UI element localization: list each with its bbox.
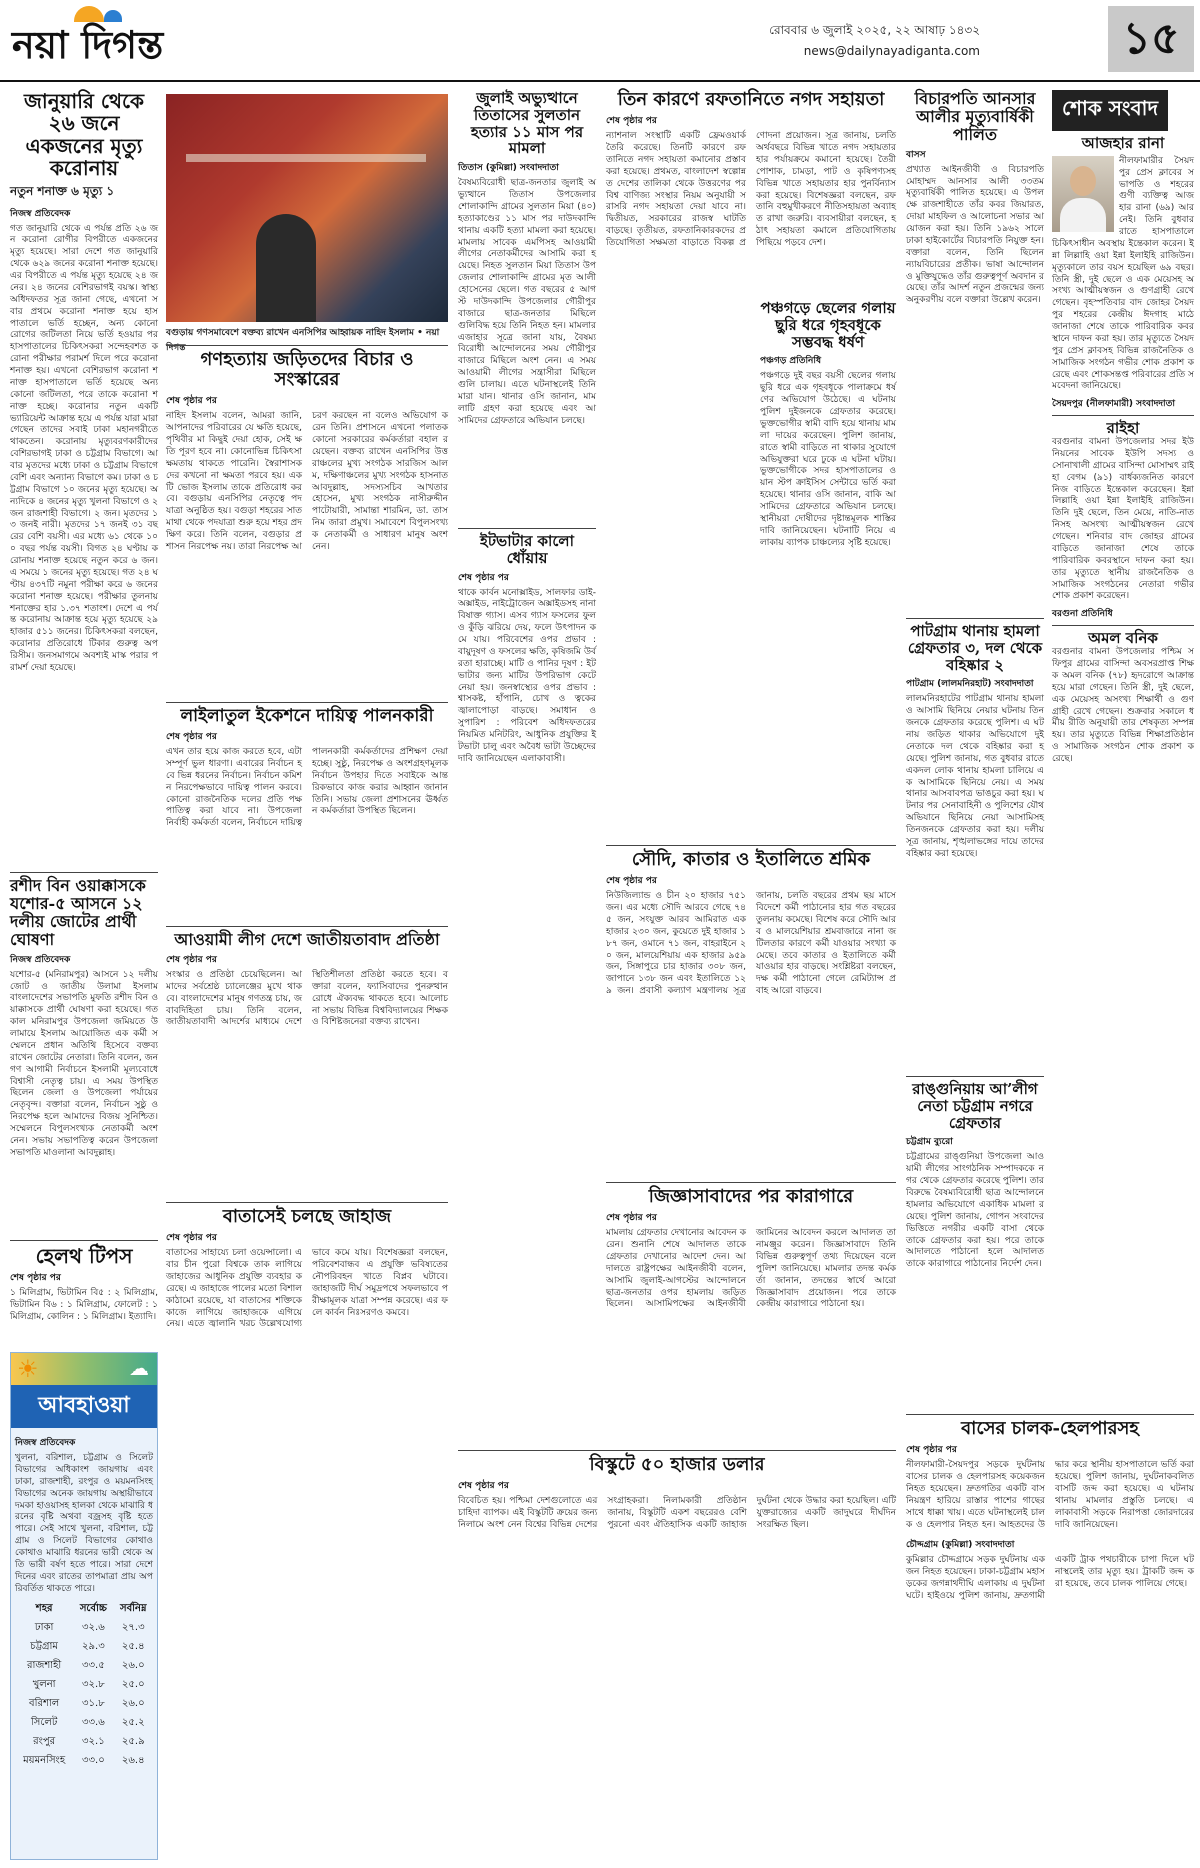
obituary-azhar-byline: সৈয়দপুর (নীলফামারী) সংবাদদাতা [1052,399,1176,410]
article-panchagarh [760,300,896,840]
wind-ship-byline: শেষ পৃষ্ঠার পর [166,1233,217,1244]
article-nationalism [166,926,448,1196]
article-bus [906,1414,1194,1862]
export-support-byline: শেষ পৃষ্ঠার পর [606,116,657,127]
workers-byline: শেষ পৃষ্ঠার পর [606,876,657,887]
obituary-amal-body: বরগুনার বামনা উপজেলার পশ্চিম সফিপুর গ্রামের বাসিন্দা অবসরপ্রাপ্ত শিক্ষক অমল বনিক (৭৮) হৃদরোগে আক্রান্ত হয়ে মারা গেছেন। তিনি স্ত্রী, দুই ছেলে, এক মেয়েসহ অসংখ্য শিক্ষার্থী ও গুণগ্রাহী রেখে গেছেন। শুক্রবার সকালে ধর্মীয় রীতি অনুযায়ী তার শেষকৃত্য সম্পন্ন হয়। তার মৃত্যুতে বিভিন্ন শিক্ষাপ্রতিষ্ঠান ও সামাজিক সংগঠন শোক প্রকাশ করেছে। [1052,647,1194,765]
article-health-tips [10,1240,158,1345]
article-genocide [166,345,448,695]
weather-cell: ৩৩.৫ [82,1659,105,1671]
patgram-body: লালমনিরহাটের পাটগ্রাম থানায় হামলা ও আসামি ছিনিয়ে নেয়ার ঘটনায় তিনজনকে গ্রেফতার করেছে পুলিশ। এ ঘটনায় জড়িত থাকার অভিযোগে দুই নেতাকে দল থেকে বহিষ্কার করা হয়েছে। পুলিশ জানায়, গত বুধবার রাতে একদল লোক থানায় হামলা চালিয়ে এক আসামিকে ছিনিয়ে নেয়। এ সময় থানার আসবাবপত্র ভাঙচুর করা হয়। ঘটনার পর সেনাবাহিনী ও পুলিশের যৌথ অভিযানে ছিনিয়ে নেয়া আসামিসহ তিনজনকে গ্রেফতার করা হয়। দলীয় সূত্র জানায়, শৃঙ্খলাভঙ্গের দায়ে তাদের বহিষ্কার করা হয়েছে। [906,694,1044,859]
bus-byline: শেষ পৃষ্ঠার পর [906,1445,957,1456]
patgram-byline: পাটগ্রাম (লালমনিরহাট) সংবাদদাতা [906,679,1034,690]
panchagarh-headline[interactable]: পঞ্চগড়ে ছেলের গলায় ছুরি ধরে গৃহবধূকে সম্ভবদ্ধ ধর্ষণ [760,299,896,351]
article-biscuit [458,1450,896,1862]
rangunia-body: চট্টগ্রামের রাঙ্গুনিয়া উপজেলা আওয়ামী লীগের সাংগঠনিক সম্পাদককে নগর থেকে গ্রেফতার করেছে পুলিশ। তার বিরুদ্ধে বৈষম্যবিরোধী ছাত্র আন্দোলনে হামলার অভিযোগে একাধিক মামলা রয়েছে। পুলিশ জানায়, গোপন সংবাদের ভিত্তিতে নগরীর একটি বাসা থেকে তাকে গ্রেফতার করা হয়। পরে তাকে আদালতে পাঠানো হলে আদালত তাকে কারাগারে পাঠানোর নির্দেশ দেন। [906,1152,1045,1270]
weather-cell: খুলনা [32,1678,56,1690]
rangunia-headline[interactable]: রাঙ্গুনিয়ায় আ’লীগ নেতা চট্টগ্রাম নগরে গ্রেফতার [912,1080,1038,1132]
weather-cell: ২৭.৩ [121,1621,145,1633]
weather-row [15,1638,153,1657]
weather-table [15,1600,153,1771]
obituary-raiha-body: বরগুনার বামনা উপজেলার সদর ইউনিয়নের সাবেক ইউপি সদস্য ও সোনাখালী গ্রামের বাসিন্দা মোসাম্মৎ রাইহা বেগম (৯১) বার্ধক্যজনিত কারণে নিজ বাড়িতে ইন্তেকাল করেছেন। ইন্না লিল্লাহি ওয়া ইন্না ইলাইহি রাজিউন। তিনি দুই ছেলে, তিন মেয়ে, নাতি-নাতনিসহ অসংখ্য আত্মীয়স্বজন রেখে গেছেন। শনিবার বাদ জোহর গ্রামের বাড়িতে জানাজা শেষে তাকে পারিবারিক কবরস্থানে দাফন করা হয়। তার মৃত্যুতে স্থানীয় রাজনৈতিক ও সামাজিক সংগঠনের নেতারা গভীর শোক প্রকাশ করেছেন। [1052,437,1194,602]
weather-cell: ৩২.১ [82,1735,105,1747]
obituary-azhar-body: নীলফামারীর সৈয়দপুর প্রেস ক্লাবের সভাপতি ও শহরের গুণী ব্যক্তিত্ব আজহার রানা (৬৯) আর নেই। তিনি বুধবার রাতে হাসপাতালে চিকিৎসাধীন অবস্থায় ইন্তেকাল করেন। ইন্না লিল্লাহি ওয়া ইন্না ইলাইহি রাজিউন। মৃত্যুকালে তার বয়স হয়েছিল ৬৯ বছর। তিনি স্ত্রী, দুই ছেলে ও এক মেয়েসহ অসংখ্য আত্মীয়স্বজন ও গুণগ্রাহী রেখে গেছেন। বৃহস্পতিবার বাদ জোহর সৈয়দপুর শহরের কেন্দ্রীয় ঈদগাহ মাঠে জানাজা শেষে তাকে পারিবারিক কবরস্থানে দাফন করা হয়। তার মৃত্যুতে সৈয়দপুর প্রেস ক্লাবসহ বিভিন্ন রাজনৈতিক ও সামাজিক সংগঠন গভীর শোক প্রকাশ করেছে এবং শোকসন্তপ্ত পরিবারের প্রতি সমবেদনা জানিয়েছে। [1052,155,1194,392]
nationalism-headline[interactable]: আওয়ামী লীগ দেশে জাতীয়তাবাদ প্রতিষ্ঠা [174,930,440,949]
weather-cell: সিলেট [30,1716,58,1728]
genocide-headline[interactable]: গণহত্যায় জড়িতদের বিচার ও সংস্কারের [200,349,414,391]
weather-cell: বরিশাল [29,1697,60,1709]
election-duty-headline[interactable]: লাইলাতুল ইকেশনে দায়িত্ব পালনকারী [180,706,434,726]
article-patgram [906,618,1044,1068]
corona-byline: নিজস্ব প্রতিবেদক [10,208,71,219]
nationalism-body: সংস্কার ও প্রতিষ্ঠা চেয়েছিলেন। আমাদের সর্বশ্রেষ্ঠ চ্যালেঞ্জের মুখে থাকবে। বাংলাদেশের মানুষ গণতন্ত্র চায়, জবাবদিহিতা চায়। তিনি বলেন, জাতীয়তাবাদী আদর্শের মাধ্যমে দেশে স্থিতিশীলতা প্রতিষ্ঠা করতে হবে। বক্তারা বলেন, ফ্যাসিবাদের পুনরুত্থান রোধে ঐক্যবদ্ধ থাকতে হবে। আলোচনা সভায় বিভিন্ন বিশ্ববিদ্যালয়ের শিক্ষক ও বিশিষ্টজনেরা বক্তব্য রাখেন। [166,969,448,1028]
wind-ship-body: বাতাসের সাহায্যে চলা ওয়েন্সালো। এবার চীন পুরো বিশ্বকে তাক লাগিয়ে জাহাজের আধুনিক প্রযুক্তি ব্যবহার করেছে। এ জাহাজে পালের মতো বিশাল কাঠামো রয়েছে, যা বাতাসের শক্তিকে কাজে লাগিয়ে জাহাজকে এগিয়ে নেয়। এতে জ্বালানি খরচ উল্লেখযোগ্যভাবে কমে যায়। বিশেষজ্ঞরা বলছেন, পরিবেশবান্ধব এ প্রযুক্তি ভবিষ্যতের নৌপরিবহন খাতে বিপ্লব ঘটাবে। জাহাজটি দীর্ঘ সমুদ্রপথে সফলভাবে পরীক্ষামূলক যাত্রা সম্পন্ন করেছে। এর ফলে কার্বন নিঃসরণও কমবে। [166,1248,448,1330]
newspaper-logo[interactable]: নয়া দিগন্ত [12,22,164,67]
weather-box [10,1352,158,1860]
weather-cell: চট্টগ্রাম [30,1640,58,1652]
weather-cell: ২৫.৪ [121,1640,145,1652]
weather-cell: ৩৩.০ [82,1754,105,1766]
photo-caption: বগুড়ায় গণসমাবেশে বক্তব্য রাখেন এনসিপির আহ্বায়ক নাহিদ ইসলাম • নয়া দিগন্ত [166,328,440,353]
workers-body: নিউজিল্যান্ড ও চীন ২০ হাজার ৭৫১ জন। এর মধ্যে সৌদি আরবে গেছে ৭৪৫ জন, সংযুক্ত আরব আমিরাত এক হাজার ২৩০ জন, কুয়েতে দুই হাজার ১৮৭ জন, ওমানে ৭১ জন, বাহরাইনে ২০ জন, মালয়েশিয়ায় এক হাজার ৯৫৯ জন, সিঙ্গাপুরে চার হাজার ৩০৮ জন, জাপানে ১৩৮ জন এবং ইতালিতে ১২৯ জন। প্রবাসী কল্যাণ মন্ত্রণালয় সূত্র জানায়, চলতি বছরের প্রথম ছয় মাসে বিদেশে কর্মী পাঠানোর হার গত বছরের তুলনায় কমেছে। বিশেষ করে সৌদি আরব ও মালয়েশিয়ার শ্রমবাজারে নানা জটিলতার কারণে কর্মী যাওয়ার সংখ্যা কমেছে। তবে কাতার ও ইতালিতে কর্মী যাওয়ার হার বাড়ছে। সংশ্লিষ্টরা বলছেন, দক্ষ কর্মী পাঠানো গেলে রেমিট্যান্স প্রবাহ আরো বাড়বে। [606,891,896,997]
jessore-body: যশোর-৫ (মনিরামপুর) আসনে ১২ দলীয় জোট ও জাতীয় উলামা ইসলাম বাংলাদেশের সভাপতি মুফতি রশীদ বিন ওয়াক্কাসকে প্রার্থী ঘোষণা করা হয়েছে। গতকাল মনিরামপুর উপজেলা জমিয়তে উলামায়ে ইসলাম আয়োজিত এক কর্মী সম্মেলনে প্রধান অতিথি হিসেবে বক্তব্য রাখেন জোটের নেতারা। তিনি বলেন, জনগণ আগামী নির্বাচনে ইসলামী মূল্যবোধে বিশ্বাসী নেতৃত্ব চায়। এ সময় উপস্থিত ছিলেন জেলা ও উপজেলা পর্যায়ের নেতৃবৃন্দ। বক্তারা বলেন, নির্বাচন সুষ্ঠু ও নিরপেক্ষ হলে আমাদের বিজয় সুনিশ্চিত। সম্মেলনে বিপুলসংখ্যক নেতাকর্মী অংশ নেন। সভায় সভাপতিত্ব করেন উপজেলা সভাপতি মাওলানা আবদুল্লাহ। [10,969,158,1158]
weather-byline: নিজস্ব প্রতিবেদক [15,1438,76,1448]
obituary-header: শোক সংবাদ [1052,90,1168,131]
interrogation-body: মামলায় গ্রেফতার দেখানোর আবেদন করেন। শুনানি শেষে আদালত তাকে গ্রেফতার দেখানোর আদেশ দেন। আদালতে রাষ্ট্রপক্ষের আইনজীবী বলেন, আসামি জুলাই-আগস্টের আন্দোলনে ছাত্র-জনতার ওপর হামলায় জড়িত ছিলেন। আসামিপক্ষের আইনজীবী জামিনের আবেদন করলে আদালত তা নামঞ্জুর করেন। জিজ্ঞাসাবাদে তিনি বিভিন্ন গুরুত্বপূর্ণ তথ্য দিয়েছেন বলে পুলিশ জানিয়েছে। মামলার তদন্ত কর্মকর্তা জানান, তদন্তের স্বার্থে আরো জিজ্ঞাসাবাদ প্রয়োজন। পরে তাকে কেন্দ্রীয় কারাগারে পাঠানো হয়। [606,1228,896,1310]
obituary-name-amal[interactable]: অমল বনিক [1088,629,1158,648]
biscuit-headline[interactable]: বিস্কুটে ৫০ হাজার ডলার [589,1454,765,1475]
titas-body: বৈষম্যবিরোধী ছাত্র-জনতার জুলাই অভ্যুত্থানে তিতাস উপজেলার শোলাকান্দি গ্রামের সুলতান মিয়া (৪০) হত্যাকাণ্ডের ১১ মাস পর দাউদকান্দি থানায় একটি হত্যা মামলা করা হয়েছে। মামলায় সাবেক এমপিসহ আওয়ামী লীগের নেতাকর্মীদের আসামি করা হয়েছে। নিহত সুলতান মিয়া তিতাস উপজেলার শোলাকান্দি গ্রামের মৃত আলী হোসেনের ছেলে। গত বছরের ৫ আগস্ট দাউদকান্দি উপজেলার গৌরীপুর বাজারে ছাত্র-জনতার মিছিলে গুলিবিদ্ধ হয়ে তিনি নিহত হন। মামলার এজাহার সূত্রে জানা যায়, বৈষম্যবিরোধী আন্দোলনের সময় গৌরীপুর বাজারে মিছিলে অংশ নেন। এ সময় আওয়ামী লীগের সন্ত্রাসীরা মিছিলে গুলি চালায়। এতে ঘটনাস্থলেই তিনি মারা যান। থানার ওসি জানান, মামলাটি গ্রহণ করা হয়েছে এবং আসামিদের গ্রেফতারে অভিযান চলছে। [458,178,596,426]
article-corona [10,90,158,865]
weather-table-header [15,1600,153,1619]
photo-rally [166,94,448,353]
weather-cell: ২৬.৪ [121,1754,145,1766]
masthead-email[interactable]: news@dailynayadiganta.com [803,44,980,58]
page-number: ১৫ [1108,6,1194,72]
weather-row [15,1752,153,1771]
panchagarh-byline: পঞ্চগড় প্রতিনিধি [760,356,822,367]
election-duty-byline: শেষ পৃষ্ঠার পর [166,732,217,743]
weather-cell: ৩৩.৬ [82,1716,105,1728]
weather-row [15,1695,153,1714]
bus-body: নীলফামারী-সৈয়দপুর সড়কে দুর্ঘটনায় বাসের চালক ও হেলপারসহ কয়েকজন নিহত হয়েছেন। দ্রুতগতির একটি বাস নিয়ন্ত্রণ হারিয়ে রাস্তার পাশের গাছের সাথে ধাক্কা খায়। এতে ঘটনাস্থলেই চালক ও হেলপার নিহত হন। আহতদের উদ্ধার করে স্থানীয় হাসপাতালে ভর্তি করা হয়েছে। পুলিশ জানায়, দুর্ঘটনাকবলিত বাসটি জব্দ করা হয়েছে। এ ঘটনায় থানায় মামলার প্রস্তুতি চলছে। এলাকাবাসী সড়কে নিরাপত্তা জোরদারের দাবি জানিয়েছেন। [906,1460,1194,1530]
genocide-byline: শেষ পৃষ্ঠার পর [166,396,217,407]
health-body: ১ মিলিগ্রাম, ভিটামিন বি৫ : ২ মিলিগ্রাম, ভিটামিন বি৬ : ১ মিলিগ্রাম, ফোলেট : ১ মিলিগ্রাম, কোলিন : ১ মিলিগ্রাম। ইত্যাদি। [10,1288,158,1323]
weather-cell: ৩২.৮ [82,1678,105,1690]
article-justice-anniversary [906,90,1044,610]
brick-kiln-body: থাকে কার্বন মনোক্সাইড, সালফার ডাই-অক্সাইড, নাইট্রোজেন অক্সাইডসহ নানা বিষাক্ত গ্যাস। এসব গ্যাস ফসলের ফুল ও কুঁড়ি ঝরিয়ে দেয়, ফলে উৎপাদন কমে যায়। পরিবেশের ওপর প্রভাব : বায়ুদূষণ ও ফসলের ক্ষতি, কৃষিজমি উর্বরতা হারাচ্ছে। মাটি ও পানির দূষণ : ইটভাটার জন্য মাটির উপরিভাগ কেটে নেয়া হয়। জনস্বাস্থ্যের ওপর প্রভাব : শ্বাসকষ্ট, হাঁপানি, চোখ ও ত্বকের জ্বালাপোড়া বাড়ছে। সমাধান ও সুপারিশ : পরিবেশ অধিদফতরের নিয়মিত মনিটরিং, আধুনিক প্রযুক্তির ইটভাটা চালু এবং অবৈধ ভাটা উচ্ছেদের দাবি জানিয়েছেন এলাকাবাসী। [458,587,596,764]
cloud-icon: ☁ [129,1356,149,1380]
article-brick-kiln [458,528,596,1213]
jessore-headline[interactable]: রশীদ বিন ওয়াক্কাসকে যশোর-৫ আসনে ১২ দলীয় জোটের প্রার্থী ঘোষণা [10,876,146,949]
obituary-photo [1052,156,1114,232]
corona-subhead: নতুন শনাক্ত ৬ মৃত্যু ১ [10,183,115,198]
weather-cell: ২৬.০ [121,1697,145,1709]
weather-col-0: শহর [35,1602,53,1614]
rangunia-byline: চট্টগ্রাম ব্যুরো [906,1137,953,1148]
masthead-date: রোববার ৬ জুলাই ২০২৫, ২২ আষাঢ় ১৪৩২ [769,23,980,37]
chouddagram-body: কুমিল্লার চৌদ্দগ্রামে সড়ক দুর্ঘটনায় একজন নিহত হয়েছেন। ঢাকা-চট্টগ্রাম মহাসড়কের জগন্নাথদীঘি এলাকায় এ দুর্ঘটনা ঘটে। হাইওয়ে পুলিশ জানায়, দ্রুতগামী একটি ট্রাক পথচারীকে চাপা দিলে ঘটনাস্থলেই তার মৃত্যু হয়। ট্রাকটি জব্দ করা হয়েছে, তবে চালক পালিয়ে গেছে। [906,1555,1194,1602]
biscuit-body: বিবেচিত হয়। পশ্চিমা দেশগুলোতে এর চাহিদা ব্যাপক। এই বিস্কুটটি ক্রয়ের জন্য নিলামে অংশ নেন বিশ্বের বিভিন্ন দেশের সংগ্রাহকরা। নিলামকারী প্রতিষ্ঠান জানায়, বিস্কুটটি একশ বছরেরও বেশি পুরনো এবং ঐতিহাসিক একটি জাহাজ দুর্ঘটনা থেকে উদ্ধার করা হয়েছিল। এটি যুক্তরাজ্যের একটি জাদুঘরে দীর্ঘদিন সংরক্ষিত ছিল। [458,1496,896,1530]
article-wind-ship [166,1202,448,1862]
weather-cell: ৩১.৮ [82,1697,105,1709]
weather-cell: ২৫.০ [121,1678,145,1690]
obituary-raiha-byline: বরগুনা প্রতিনিধি [1052,609,1113,620]
weather-row [15,1714,153,1733]
brick-kiln-byline: শেষ পৃষ্ঠার পর [458,572,509,583]
weather-cell: ময়মনসিংহ [23,1754,66,1766]
workers-headline[interactable]: সৌদি, কাতার ও ইতালিতে শ্রমিক [631,849,871,870]
export-support-body: ন্যাশনাল সংস্থাটি একটি ফ্রেমওয়ার্ক তৈরি করেছে। তিনটি কারণে রফতানিতে নগদ সহায়তা কমানোর প্রস্তাব করা হয়েছে। প্রথমত, বাংলাদেশ স্বল্পোন্নত দেশের তালিকা থেকে উত্তরণের পর বিশ্ব বাণিজ্য সংস্থার নিয়ম অনুযায়ী সরাসরি নগদ সহায়তা দেয়া যাবে না। দ্বিতীয়ত, সরকারের রাজস্ব ঘাটতি বাড়ছে। তৃতীয়ত, রফতানিকারকদের প্রতিযোগিতা সক্ষমতা বাড়াতে বিকল্প প্রণোদনা প্রয়োজন। সূত্র জানায়, চলতি অর্থবছরে বিভিন্ন খাতে নগদ সহায়তার হার পর্যায়ক্রমে কমানো হয়েছে। তৈরী পোশাক, চামড়া, পাট ও কৃষিপণ্যসহ বিভিন্ন খাতে সহায়তার হার পুনর্বিন্যাস করা হয়েছে। বিশেষজ্ঞরা বলছেন, রফতানি বহুমুখীকরণে নীতিসহায়তা অব্যাহত রাখা জরুরি। ব্যবসায়ীরা বলছেন, হঠাৎ সহায়তা কমালে প্রতিযোগিতায় পিছিয়ে পড়বে দেশ। [606,131,896,249]
article-jessore [10,872,158,1232]
weather-body: খুলনা, বরিশাল, চট্টগ্রাম ও সিলেট বিভাগের অধিকাংশ জায়গায় এবং ঢাকা, রাজশাহী, রংপুর ও ময়মনসিংহ বিভাগের অনেক জায়গায় অস্থায়ীভাবে দমকা হাওয়াসহ হালকা থেকে মাঝারি ধরনের বৃষ্টি অথবা বজ্রসহ বৃষ্টি হতে পারে। সেই সাথে খুলনা, বরিশাল, চট্টগ্রাম ও সিলেট বিভাগের কোথাও কোথাও মাঝারি ধরনের ভারী থেকে অতি ভারী বর্ষণ হতে পারে। সারা দেশে দিনের এবং রাতের তাপমাত্রা প্রায় অপরিবর্তিত থাকতে পারে। [15,1453,153,1594]
corona-headline[interactable]: জানুয়ারি থেকে ২৬ জনে একজনের মৃত্যু করোনায় [24,89,144,181]
chouddagram-byline: চৌদ্দগ্রাম (কুমিল্লা) সংবাদদাতা [906,1540,1015,1551]
masthead [0,0,1200,82]
brick-kiln-headline[interactable]: ইটভাটার কালো ধোঁয়ায় [480,532,574,567]
weather-row [15,1619,153,1638]
weather-cell: রাজশাহী [26,1659,62,1671]
justice-anniversary-headline[interactable]: বিচারপতি আনসার আলীর মৃত্যুবার্ষিকী পালিত [914,89,1036,144]
weather-col-1: সর্বোচ্চ [79,1602,107,1614]
titas-headline[interactable]: জুলাই অভ্যুত্থানে তিতাসের সুলতান হত্যার ১১ মাস পর মামলা [470,89,584,158]
health-headline[interactable]: হেলথ টিপস [35,1244,133,1268]
weather-col-2: সর্বনিম্ন [119,1602,147,1614]
weather-banner [11,1353,157,1385]
justice-anniversary-body: প্রখ্যাত আইনজীবী ও বিচারপতি মোহাম্মদ আনসার আলী ৩৩তম মৃত্যুবার্ষিকী পালিত হয়েছে। এ উপলক্ষে রাজশাহীতে তাঁর কবর জিয়ারত, দোয়া মাহফিল ও আলোচনা সভার আয়োজন করা হয়। তিনি ১৯৬২ সালে ঢাকা হাইকোর্টের বিচারপতি নিযুক্ত হন। বক্তারা বলেন, তিনি ছিলেন ন্যায়বিচারের প্রতীক। ভাষা আন্দোলন ও মুক্তিযুদ্ধেও তাঁর গুরুত্বপূর্ণ অবদান রয়েছে। তাঁর আদর্শ নতুন প্রজন্মের জন্য অনুকরণীয় বলে বক্তারা উল্লেখ করেন। [906,164,1044,306]
article-rangunia [906,1076,1044,1406]
weather-cell: ২৫.২ [121,1716,145,1728]
weather-row [15,1733,153,1752]
weather-row [15,1657,153,1676]
biscuit-byline: শেষ পৃষ্ঠার পর [458,1481,509,1492]
weather-cell: ২৫.৯ [121,1735,145,1747]
corona-body: গত জানুয়ারি থেকে এ পর্যন্ত প্রতি ২৬ জন করোনা রোগীর বিপরীতে একজনের মৃত্যু হয়েছে। সারা দেশে গত জানুয়ারি থেকে ৬২৯ জনের করোনা শনাক্ত হয়েছে। এর বিপরীতে এ পর্যন্ত মৃত্যু হয়েছে ২৪ জনের। ২৪ জনের বেশিরভাগই বয়স্ক। স্বাস্থ্য অধিদফতর সূত্র জানা গেছে, এখনো সবার প্রথমে করোনা শনাক্ত হয়ে হাসপাতালে ভর্তি হচ্ছেন, অন্য কোনো রোগের জটিলতা নিয়ে ভর্তি হওয়ার পর হাসপাতালের চিকিৎসকরা সন্দেহবশত করোনা পরীক্ষার পরামর্শ দিলে পরে করোনা শনাক্ত হয়। এখনো বেশিরভাগ করোনা শনাক্ত হাসপাতালে ভর্তি হয়েছে অন্য কোনো জটিলতা, পরে তাকে করোনা শনাক্ত হচ্ছে। করোনার নতুন একটি ভ্যারিয়েন্ট আক্রান্ত হয়ে এ পর্যন্ত যারা মারা গেছেন তাদের সবাই ঢাকা মহানগরীতে থাকতেন। করোনায় মৃত্যুবরণকারীদের বেশিরভাগই ঢাকা ও চট্টগ্রাম বিভাগে। আবার মৃতদের মধ্যে ঢাকা ও চট্টগ্রাম বিভাগে বেশি এবং অন্যান্য বিভাগে কম। ঢাকা ও চট্টগ্রাম বিভাগে ১০ জনের মৃত্যু হয়েছে। অন্যদিকে ৪ জনের মৃত্যু খুলনা বিভাগে ও ২ জন রাজশাহী বিভাগে। ২ জন। মৃতদের ১৩ জনই নারী। মৃতদের ১৭ জনই ৩১ বছরের বেশি বয়সী। এর মধ্যে ৬১ থেকে ১০০ বছর পর্যন্ত বয়সী। বিগত ২৪ ঘণ্টায় করোনায় শনাক্ত হয়েছে নতুন করে ৬ জন। এ সময়ে ১ জনের মৃত্যু হয়েছে। গত ২৪ ঘণ্টায় ৪৩৭টি নমুনা পরীক্ষা করে ৬ জনের করোনা শনাক্ত হয়েছে। পরীক্ষার তুলনায় শনাক্তের হার ১.৩৭ শতাংশ। দেশে এ পর্যন্ত করোনায় আক্রান্ত হয়ে মৃত্যু হয়েছে ২৯ হাজার ৫১১ জনের। চিকিৎসকরা বলছেন, করোনার প্রতিরোধে টিকার গুরুত্ব অপরিসীম। জনসমাগমে অবশ্যই মাস্ক পরার পরামর্শ দেয়া হয়েছে। [10,223,158,673]
obituary-column [1052,90,1194,1406]
justice-anniversary-byline: বাসস [906,149,926,160]
article-election-duty [166,702,448,920]
obituary-name-azhar[interactable]: আজহার রানা [1081,134,1165,152]
obituary-name-raiha[interactable]: রাইহা [1106,419,1140,438]
weather-cell: ২৯.৩ [82,1640,105,1652]
weather-title: আবহাওয়া [11,1385,157,1428]
rally-photo[interactable] [166,94,448,322]
health-byline: শেষ পৃষ্ঠার পর [10,1273,61,1284]
jessore-byline: নিজস্ব প্রতিবেদক [10,954,71,965]
weather-cell: ২৬.০ [121,1659,145,1671]
weather-cell: ঢাকা [34,1621,54,1633]
panchagarh-body: পঞ্চগড়ে দুই বছর বয়সী ছেলের গলায় ছুরি ধরে এক গৃহবধূকে পালাক্রমে ধর্ষণের অভিযোগ উঠেছে। এ ঘটনায় পুলিশ দুইজনকে গ্রেফতার করেছে। ভুক্তভোগীর স্বামী বাদি হয়ে থানায় মামলা দায়ের করেছেন। পুলিশ জানায়, রাতে স্বামী বাড়িতে না থাকার সুযোগে অভিযুক্তরা ঘরে ঢুকে এ ঘটনা ঘটায়। ভুক্তভোগীকে সদর হাসপাতালের ওয়ান স্টপ ক্রাইসিস সেন্টারে ভর্তি করা হয়েছে। থানার ওসি জানান, বাকি আসামিদের গ্রেফতারে অভিযান চলছে। স্থানীয়রা দোষীদের দৃষ্টান্তমূলক শাস্তির দাবি জানিয়েছেন। ঘটনাটি নিয়ে এলাকায় ব্যাপক চাঞ্চল্যের সৃষ্টি হয়েছে। [760,371,896,548]
bus-headline[interactable]: বাসের চালক-হেলপারসহ [961,1418,1139,1439]
genocide-body: নাহিদ ইসলাম বলেন, আমরা জানি, আপনাদের পরিবারের যে ক্ষতি হয়েছে, পৃথিবীর মা কিছুই দেয়া হোক, সেই ক্ষতি পূরণ হবে না। কোনোভিন্ন চিকিৎসা ক্ষমতায় থাকতে পারেনি। স্বৈরাশাসকদের কখনো না ক্ষমতা পরবে হয়। একটি ভোজ ইসলাম তাকে প্রতিরোধ করবে। বগুড়ায় এনসিপির নেতৃত্বে পদযাত্রা অনুষ্ঠিত হয়। বগুড়া শহরের সাতমাথা থেকে পদযাত্রা শুরু হয়ে শহর প্রদক্ষিণ করে। তিনি বলেন, বগুড়ার প্রশাসন নিরপেক্ষ নয়। তারা নিরপেক্ষ আচরণ করছেন না বলেও অভিযোগ করেন তিনি। প্রশাসনে এখনো পলাতক কোনো সরকারের কর্মকর্তারা বহাল রয়েছেন। বক্তব্য রাখেন এনসিপির উত্তরাঞ্চলের মুখ্য সংগঠক সারজিস আলম, দক্ষিণাঞ্চলের মুখ্য সংগঠক হাসনাত আবদুল্লাহ, সদস্যসচিব আখতার হোসেন, মুখ্য সংগঠক নাসীরুদ্দীন পাটোয়ারী, সামান্তা শারমিন, ডা. তাসনিম জারা প্রমুখ। সমাবেশে বিপুলসংখ্যক নেতাকর্মী ও সাধারণ মানুষ অংশ নেন। [166,411,448,552]
nationalism-byline: শেষ পৃষ্ঠার পর [166,954,217,965]
interrogation-headline[interactable]: জিজ্ঞাসাবাদের পর কারাগারে [648,1186,854,1207]
titas-byline: তিতাস (কুমিল্লা) সংবাদদাতা [458,163,559,174]
patgram-headline[interactable]: পাটগ্রাম থানায় হামলা গ্রেফতার ৩, দল থেকে বহিষ্কার ২ [907,622,1043,674]
election-duty-body: এখন তার হয়ে কাজ করতে হবে, এটা সম্পূর্ণ ভুল ধারণা। এবারের নির্বাচন হবে ভিন্ন ধরনের নির্বাচন। নির্বাচন কমিশন নিরপেক্ষভাবে দায়িত্ব পালন করবে। কোনো রাজনৈতিক দলের প্রতি পক্ষপাতিত্ব করা যাবে না। উপজেলা নির্বাহী কর্মকর্তা বলেন, নির্বাচনে দায়িত্ব পালনকারী কর্মকর্তাদের প্রশিক্ষণ দেয়া হচ্ছে। সুষ্ঠু, নিরপেক্ষ ও অংশগ্রহণমূলক নির্বাচন উপহার দিতে সবাইকে আন্তরিকভাবে কাজ করার আহ্বান জানান তিনি। সভায় জেলা প্রশাসনের ঊর্ধ্বতন কর্মকর্তারা উপস্থিত ছিলেন। [166,747,448,829]
sun-icon: ☀ [17,1355,39,1383]
article-interrogation [606,1182,896,1442]
article-titas [458,90,596,520]
weather-cell: ৩২.৬ [82,1621,105,1633]
article-workers [606,845,896,1175]
wind-ship-headline[interactable]: বাতাসেই চলছে জাহাজ [222,1206,392,1227]
weather-row [15,1676,153,1695]
weather-cell: রংপুর [33,1735,56,1747]
export-support-headline[interactable]: তিন কারণে রফতানিতে নগদ সহায়তা [617,89,885,110]
interrogation-byline: শেষ পৃষ্ঠার পর [606,1213,657,1224]
